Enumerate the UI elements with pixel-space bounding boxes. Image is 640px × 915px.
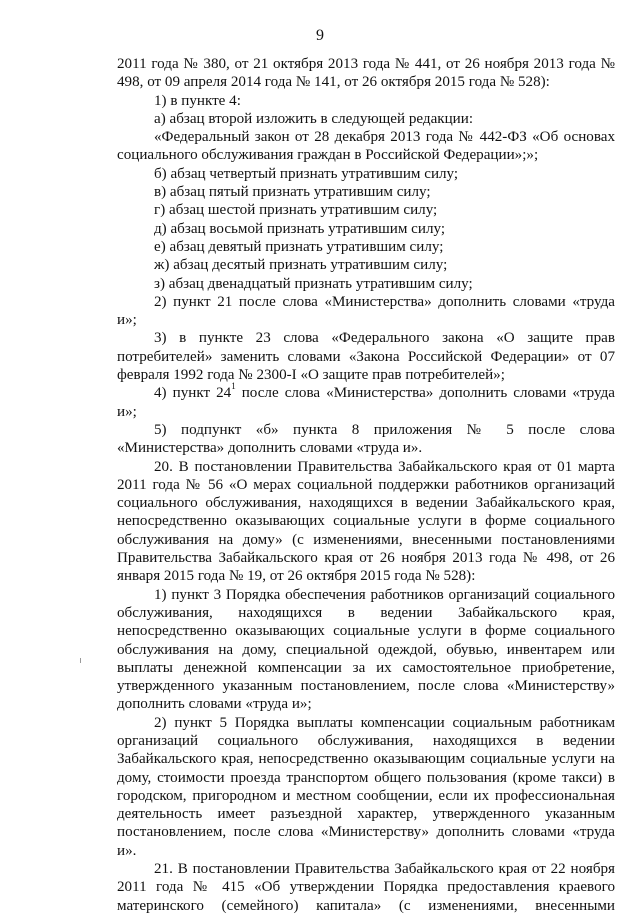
section-21: 21. В постановлении Правительства Забайкальского края от 22 ноября 2011 года № 415 «Об утверждении Порядка предоставления краевого материнского (семейного) капитала» (с изменениями, внесенными bbox=[117, 861, 615, 914]
section-20-item-2: 2) пункт 5 Порядка выплаты компенсации социальным работникам организаций социального обслуживания, находящихся в ведении Забайкальского края, непосредственно оказывающим социальные услуги на дому, стоимости проезда транспортом общего пользования (кроме такси) в городском, пригородном и местном сообщении, если их профессиональная деятельность имеет разъездной характер, утвержденного указанным постановлением, после слова «Министерству» дополнить словами «труда и». bbox=[117, 714, 615, 859]
subitem-a: а) абзац второй изложить в следующей редакции: bbox=[154, 110, 474, 127]
page-number: 9 bbox=[316, 27, 324, 44]
subitem-z: з) абзац двенадцатый признать утратившим силу; bbox=[154, 275, 473, 292]
item-2-point-21: 2) пункт 21 после слова «Министерства» дополнить словами «труда и»; bbox=[117, 293, 615, 329]
subitem-g: г) абзац шестой признать утратившим силу; bbox=[154, 202, 438, 219]
item-4-text-start: 4) пункт 24 bbox=[154, 385, 232, 402]
section-20: 20. В постановлении Правительства Забайкальского края от 01 марта 2011 года № 56 «О мерах социальной поддержки работников организаций социального обслуживания, находящихся в ведении Забайкальского края, непосредственно оказывающих социальные услуги в форме социального обслуживания на дому» (с изменениями, внесенными постановлениями Правительства Забайкальского края от 26 ноября 2013 года № 498, от 26 января 2015 года № 19, от 26 октября 2015 года № 528): bbox=[117, 458, 615, 585]
subitem-b: б) абзац четвертый признать утратившим силу; bbox=[154, 165, 459, 182]
subitem-v: в) абзац пятый признать утратившим силу; bbox=[154, 184, 431, 201]
item-1-in-point-4: 1) в пункте 4: bbox=[154, 92, 241, 109]
item-5-appendix-5: 5) подпункт «б» пункта 8 приложения № 5 после слова «Министерства» дополнить словами «труда и». bbox=[117, 421, 615, 457]
item-4-point-24-1 bbox=[117, 381, 615, 421]
document-body bbox=[117, 55, 615, 915]
paragraph-continuation: 2011 года № 380, от 21 октября 2013 года № 441, от 26 ноября 2013 года № 498, от 09 апреля 2014 года № 141, от 26 октября 2015 года № 528): bbox=[117, 56, 615, 91]
item-4-text-end: после слова «Министерства» дополнить словами «труда и»; bbox=[117, 385, 615, 420]
section-20-item-1: 1) пункт 3 Порядка обеспечения работников организаций социального обслуживания, находящихся в ведении Забайкальского края, непосредственно оказывающих социальные услуги в форме социального обслуживания на дому, специальной одеждой, обувью, инвентарем или выплаты денежной компенсации за их самостоятельное приобретение, утвержденного указанным постановлением, после слова «Министерству» дополнить словами «труда и»; bbox=[117, 586, 615, 713]
superscript-index: 1 bbox=[231, 381, 236, 392]
quoted-federal-law: «Федеральный закон от 28 декабря 2013 года № 442-ФЗ «Об основах социального обслуживания граждан в Российской Федерации»;»; bbox=[117, 129, 615, 164]
subitem-zh: ж) абзац десятый признать утратившим силу; bbox=[154, 257, 448, 274]
margin-mark bbox=[80, 658, 81, 663]
item-3-point-23: 3) в пункте 23 слова «Федерального закона «О защите прав потребителей» заменить словами «Закона Российской Федерации» от 07 февраля 1992 года № 2300-I «О защите прав потребителей»; bbox=[117, 330, 615, 384]
subitem-d: д) абзац восьмой признать утратившим силу; bbox=[154, 220, 446, 237]
subitem-e: е) абзац девятый признать утратившим силу; bbox=[154, 238, 444, 255]
